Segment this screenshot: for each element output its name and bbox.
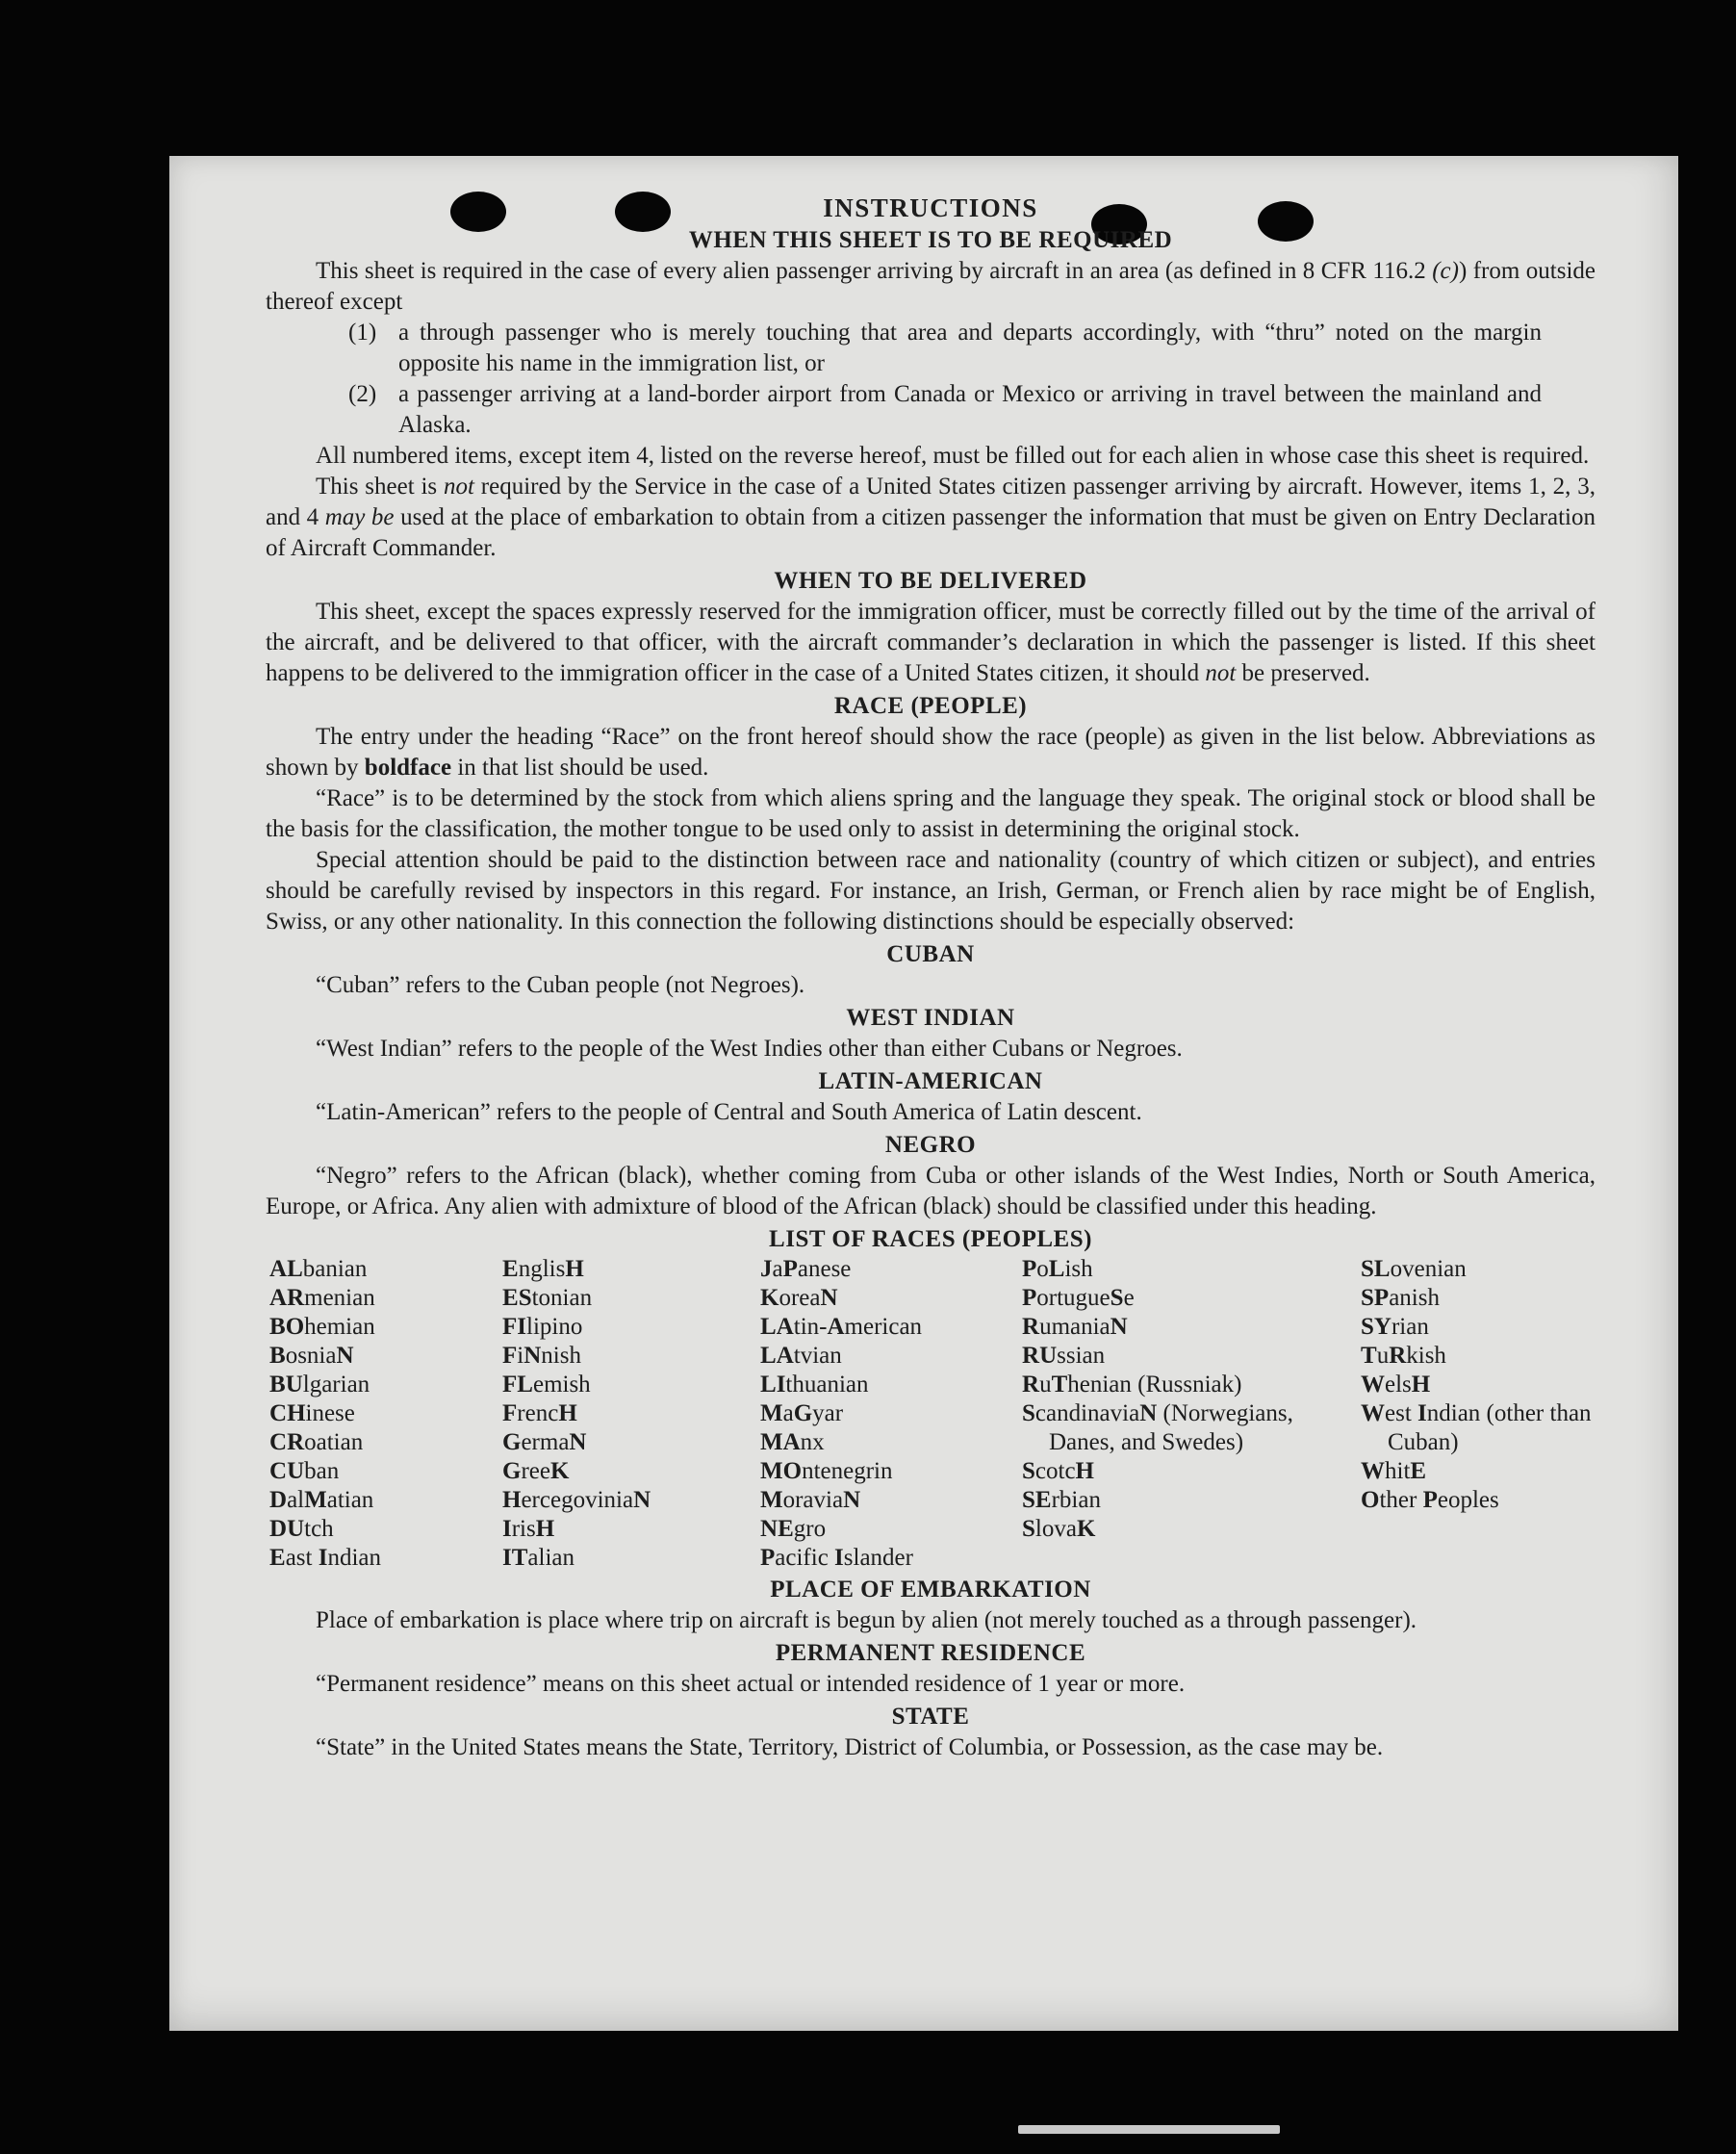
race-item: WelsH [1361,1372,1431,1398]
race-item: SYrian [1361,1314,1429,1340]
paragraph: This sheet is required in the case of every alien passenger arriving by aircraft in an area (as defined in 8 CFR 116.2 (c)) from outside thereof except [266,258,1596,315]
paragraph: “State” in the United States means the State, Territory, District of Columbia, or Possession, as the case may be. [316,1734,1384,1760]
race-item: MoraviaN [760,1487,861,1513]
race-item: LAtvian [760,1343,842,1369]
race-item: EnglisH [502,1256,584,1282]
race-item: LAtin-American [760,1314,923,1340]
item-text: a through passenger who is merely touching that area and departs accordingly, with “thru” noted on the margin opposite his name in the immigration list, or [398,320,1542,376]
section-heading-west-indian: WEST INDIAN [846,1005,1015,1031]
race-item: HercegoviniaN [502,1487,651,1513]
paragraph: “Latin-American” refers to the people of Central and South America of Latin descent. [316,1099,1142,1125]
race-item: BUlgarian [269,1372,370,1398]
race-item: EStonian [502,1285,593,1311]
race-item: ScandinaviaN (Norwegians, Danes, and Swedes) [1022,1400,1293,1455]
race-item: Other Peoples [1361,1487,1499,1513]
race-item: Pacific Islander [760,1545,913,1571]
race-item: SLovenian [1361,1256,1467,1282]
section-heading-cuban: CUBAN [886,941,975,967]
paragraph: This sheet, except the spaces expressly reserved for the immigration officer, must be correctly filled out by the time of the arrival of the aircraft, and be delivered to that officer, with the aircraft commander’s declaration in which the passenger is listed. If this sheet happens to be delivered to the immigration officer in the case of a United States citizen, it should not be preserved. [266,599,1596,686]
item-number: (2) [348,381,377,407]
race-item: BosniaN [269,1343,354,1369]
paragraph: The entry under the heading “Race” on the front hereof should show the race (people) as given in the list below. Abbreviations as shown by boldface in that list should be used. [266,724,1596,781]
race-item: East Indian [269,1545,381,1571]
race-item: ScotcH [1022,1458,1094,1484]
race-item: BOhemian [269,1314,375,1340]
numbered-item [348,318,1542,379]
race-item: LIthuanian [760,1372,869,1398]
paragraph: “Permanent residence” means on this sheet actual or intended residence of 1 year or more. [316,1671,1186,1697]
paragraph: “Negro” refers to the African (black), whether coming from Cuba or other islands of the West Indies, North or South America, Europe, or Africa. Any alien with admixture of blood of the African (black) should be classified under this heading. [266,1163,1596,1219]
doc-title: INSTRUCTIONS [823,193,1038,222]
race-item: CHinese [269,1400,355,1426]
race-list-column [502,1255,760,1573]
race-item: SErbian [1022,1487,1101,1513]
section-heading-delivered: WHEN TO BE DELIVERED [774,568,1087,594]
race-list-column [269,1255,502,1573]
race-item: CRoatian [269,1429,364,1455]
race-item: RuThenian (Russniak) [1022,1372,1242,1398]
race-item: ALbanian [269,1256,368,1282]
paragraph: All numbered items, except item 4, listed on the reverse hereof, must be filled out for each alien in whose case this sheet is required. [316,443,1590,469]
race-list-column [1361,1255,1596,1573]
race-item: RUssian [1022,1343,1106,1369]
scan-artifact [1018,2125,1280,2134]
section-heading-races-list: LIST OF RACES (PEOPLES) [769,1226,1092,1252]
section-heading-latin-american: LATIN-AMERICAN [818,1068,1043,1094]
paragraph: “West Indian” refers to the people of the West Indies other than either Cubans or Negroes. [316,1036,1183,1062]
race-item: WhitE [1361,1458,1427,1484]
race-item: FIlipino [502,1314,583,1340]
race-item: SlovaK [1022,1516,1096,1542]
paragraph: This sheet is not required by the Service in the case of a United States citizen passenger arriving by aircraft. However, items 1, 2, 3, and 4 may be used at the place of embarkation to obtain from a citizen passenger the information that must be given on Entry Declaration of Aircraft Commander. [266,474,1596,561]
race-item: JaPanese [760,1256,852,1282]
race-item: GreeK [502,1458,570,1484]
race-item: DUtch [269,1516,334,1542]
item-number: (1) [348,320,377,346]
numbered-item [348,379,1542,441]
race-item: MAnx [760,1429,825,1455]
race-item: FrencH [502,1400,577,1426]
instructions-sheet [266,192,1596,1763]
race-item: ARmenian [269,1285,375,1311]
race-item: RumaniaN [1022,1314,1128,1340]
paragraph: Place of embarkation is place where trip on aircraft is begun by alien (not merely touched as a through passenger). [316,1607,1417,1633]
race-list-column [760,1255,1022,1573]
paragraph: “Race” is to be determined by the stock from which aliens spring and the language they speak. The original stock or blood shall be the basis for the classification, the mother tongue to be used only to assist in determining the original stock. [266,785,1596,842]
paragraph: “Cuban” refers to the Cuban people (not Negroes). [316,972,805,998]
section-heading-race: RACE (PEOPLE) [833,693,1028,719]
race-item: TuRkish [1361,1343,1446,1369]
section-heading-state: STATE [891,1704,970,1730]
race-item: CUban [269,1458,340,1484]
race-item: GermaN [502,1429,587,1455]
race-item: PoLish [1022,1256,1093,1282]
section-heading-embarkation: PLACE OF EMBARKATION [770,1577,1091,1603]
section-heading-negro: NEGRO [884,1132,977,1158]
numbered-list [348,318,1542,441]
document-page [169,156,1678,2031]
race-item: MaGyar [760,1400,844,1426]
race-item: NEgro [760,1516,827,1542]
section-heading-when-required: WHEN THIS SHEET IS TO BE REQUIRED [688,227,1173,253]
race-item: IrisH [502,1516,555,1542]
paragraph: Special attention should be paid to the distinction between race and nationality (country of which citizen or subject), and entries should be carefully revised by inspectors in this regard. For instance, an Irish, German, or French alien by race might be of English, Swiss, or any other nationality. In this connection the following distinctions should be especially observed: [266,847,1596,935]
race-item: SPanish [1361,1285,1440,1311]
race-item: PortugueSe [1022,1285,1135,1311]
item-text: a passenger arriving at a land-border airport from Canada or Mexico or arriving in travel between the mainland and Alaska. [398,381,1542,438]
race-item: MOntenegrin [760,1458,893,1484]
race-item: FiNnish [502,1343,581,1369]
race-item: ITalian [502,1545,575,1571]
race-item: West Indian (other than Cuban) [1361,1400,1592,1455]
race-item: DalMatian [269,1487,374,1513]
race-list [269,1255,1596,1573]
race-item: FLemish [502,1372,591,1398]
race-list-column [1022,1255,1361,1573]
race-item: KoreaN [760,1285,838,1311]
section-heading-residence: PERMANENT RESIDENCE [775,1640,1086,1666]
